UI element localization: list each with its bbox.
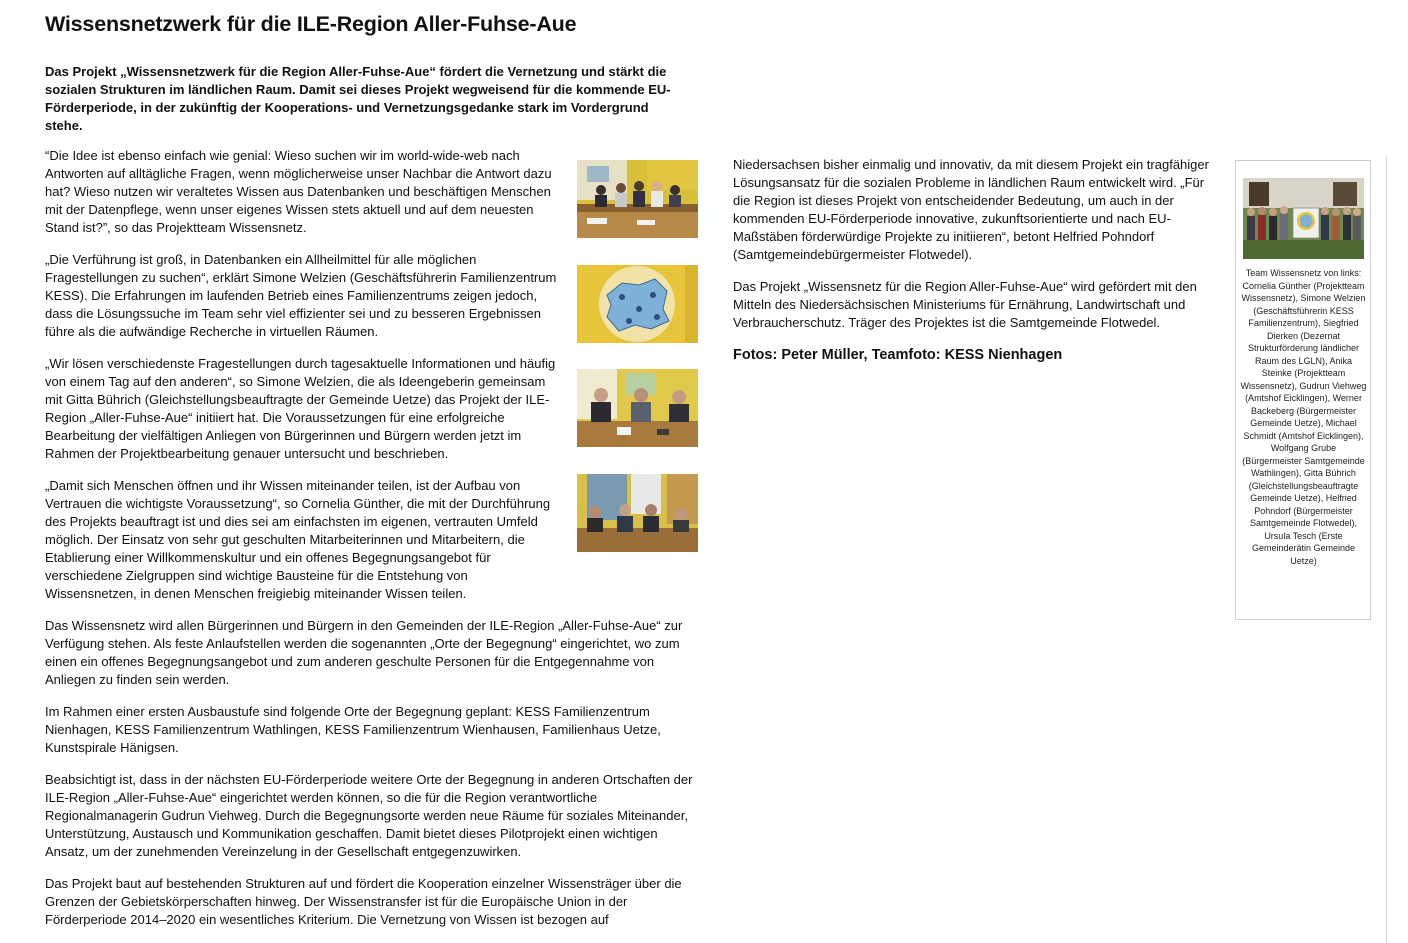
- paragraph-7: Beabsichtigt ist, dass in der nächsten EU-Förderperiode weitere Orte der Begegnung in anderen Ortschaften der ILE-Region „Aller-Fuhse-Aue“ eingerichtet werden können, so die für die Region verantwortliche Regionalmanagerin Gudrun Viehweg. Durch die Begegnungsorte werden neue Räume für soziales Miteinander, Unterstützung, Austausch und Kommunikation geschaffen. Damit bietet dieses Pilotprojekt einen wichtigen Ansatz, um der zunehmenden Vereinzelung in der Gesellschaft entgegenzuwirken.: [45, 772, 693, 859]
- paragraph-2: „Die Verführung ist groß, in Datenbanken ein Allheilmittel für alle möglichen Fragestellungen zu suchen“, erklärt Simone Welzien (Geschäftsführerin Familienzentrum KESS). Die Erfahrungen im laufenden Betrieb eines Familienzentrums zeigen jedoch, dass die Lösungssuche im Team sehr viel effizienter sei und zu besseren Ergebnissen führe als die aufwändige Recherche in virtuellen Räumen.: [45, 252, 557, 339]
- team-photo-box: [1235, 160, 1371, 620]
- meeting-photo-3[interactable]: [577, 474, 698, 552]
- paragraph-4: „Damit sich Menschen öffnen und ihr Wissen miteinander teilen, ist der Aufbau von Vertrauen die wichtigste Voraussetzung“, so Cornelia Günther, die mit der Durchführung des Projekts beauftragt ist und dies sei am einfachsten im eigenen, vertrauten Umfeld möglich. Der Einsatz von sehr gut geschulten Mitarbeiterinnen und Mitarbeitern, die Etablierung einer Willkommenskultur und ein offenes Begegnungsangebot für verschiedene Zielgruppen sind wichtige Bausteine für die Entstehung von Wissensnetzen, in denen Menschen freigiebig miteinander Wissen teilen.: [45, 478, 551, 601]
- map-logo-photo[interactable]: [577, 265, 698, 343]
- paragraph-5: Das Wissensnetz wird allen Bürgerinnen und Bürgern in den Gemeinden der ILE-Region „Aller-Fuhse-Aue“ zur Verfügung stehen. Als feste Anlaufstellen werden die sogenannten „Orte der Begegnung“ eingerichtet, wo zum einen ein offenes Begegnungsangebot und zum anderen geschulte Personen für die Entgegennahme von Anliegen zu finden sein werden.: [45, 618, 683, 687]
- photo-credit: Fotos: Peter Müller, Teamfoto: KESS Nienhagen: [733, 347, 1063, 363]
- article-lead: Das Projekt „Wissensnetzwerk für die Region Aller-Fuhse-Aue“ fördert die Vernetzung und stärkt die sozialen Strukturen im ländlichen Raum. Damit sei dieses Projekt wegweisend für die kommende EU-Förderperiode, in der zukünftig der Kooperations- und Vernetzungsgedanke stark im Vordergrund stehe.: [45, 64, 671, 133]
- team-photo[interactable]: [1243, 178, 1364, 259]
- paragraph-6: Im Rahmen einer ersten Ausbaustufe sind folgende Orte der Begegnung geplant: KESS Familienzentrum Nienhagen, KESS Familienzentrum Wathlingen, KESS Familienzentrum Wienhausen, Familienhaus Uetze, Kunstspirale Hänigsen.: [45, 704, 661, 755]
- sidebar-divider: [1386, 156, 1387, 943]
- meeting-photo-2[interactable]: [577, 369, 698, 447]
- paragraph-9: Niedersachsen bisher einmalig und innovativ, da mit diesem Projekt ein tragfähiger Lösungsansatz für die sozialen Probleme in ländlichen Raum entwickelt wird. „Für die Region ist dieses Projekt von entscheidender Bedeutung, um auch in der kommenden EU-Förderperiode innovative, zukunftsorientierte und nach EU-Maßstäben förderwürdige Projekte zu initiieren“, betont Helfried Pohndorf (Samtgemeindebürgermeister Flotwedel).: [733, 157, 1209, 262]
- team-photo-caption: Team Wissensnetz von links: Cornelia Günther (Projektteam Wissensnetz), Simone Welzien (Geschäftsführerin KESS Familienzentrum), Siegfried Dierken (Dezernat Strukturförderung ländlicher Raum des LGLN), Anika Steinke (Projektteam Wissensnetz), Gudrun Viehweg (Amtshof Eicklingen), Werner Backeberg (Bürgermeister Gemeinde Uetze), Michael Schmidt (Amtshof Eicklingen), Wolfgang Grube (Bürgermeister Samtgemeinde Wathlingen), Gitta Bührich (Gleichstellungsbeauftragte Gemeinde Uetze), Helfried Pohndorf (Bürgermeister Samtgemeinde Flotwedel), Ursula Tesch (Erste Gemeinderätin Gemeinde Uetze): [1240, 268, 1367, 566]
- right-text-column: [733, 156, 1221, 378]
- article-title: Wissensnetzwerk für die ILE-Region Aller-Fuhse-Aue: [45, 12, 577, 36]
- paragraph-8: Das Projekt baut auf bestehenden Strukturen auf und fördert die Kooperation einzelner Wissensträger über die Grenzen der Gebietskörperschaften hinweg. Der Wissenstransfer ist für die Europäische Union in der Förderperiode 2014–2020 ein wesentliches Kriterium. Die Vernetzung von Wissen ist bezogen auf: [45, 876, 682, 927]
- paragraph-3: „Wir lösen verschiedenste Fragestellungen durch tagesaktuelle Informationen und häufig von einem Tag auf den anderen“, so Simone Welzien, die als Ideengeberin gemeinsam mit Gitta Bührich (Gleichstellungsbeauftragte der Gemeinde Uetze) das Projekt der ILE-Region „Aller-Fuhse-Aue“ initiiert hat. Die Voraussetzungen für eine erfolgreiche Bearbeitung der vielfältigen Anliegen von Bürgerinnen und Bürgern werden jetzt im Rahmen der Projektbearbeitung genauer untersucht und beschrieben.: [45, 356, 556, 461]
- paragraph-10: Das Projekt „Wissensnetz für die Region Aller-Fuhse-Aue“ wird gefördert mit den Mitteln des Niedersächsischen Ministeriums für Ernährung, Landwirtschaft und Verbraucherschutz. Träger des Projektes ist die Samtgemeinde Flotwedel.: [733, 279, 1197, 330]
- paragraph-1: “Die Idee ist ebenso einfach wie genial: Wieso suchen wir im world-wide-web nach Antworten auf alltägliche Fragen, wenn möglicherweise unser Nachbar die Antwort dazu hat? Wieso nutzen wir veraltetes Wissen aus Datenbanken und beschäftigen Menschen mit der Datenpflege, wenn unser eigenes Wissen stets aktuell und auf dem neuesten Stand ist?”, so das Projektteam Wissensnetz.: [45, 148, 552, 235]
- meeting-photo-1[interactable]: [577, 160, 698, 238]
